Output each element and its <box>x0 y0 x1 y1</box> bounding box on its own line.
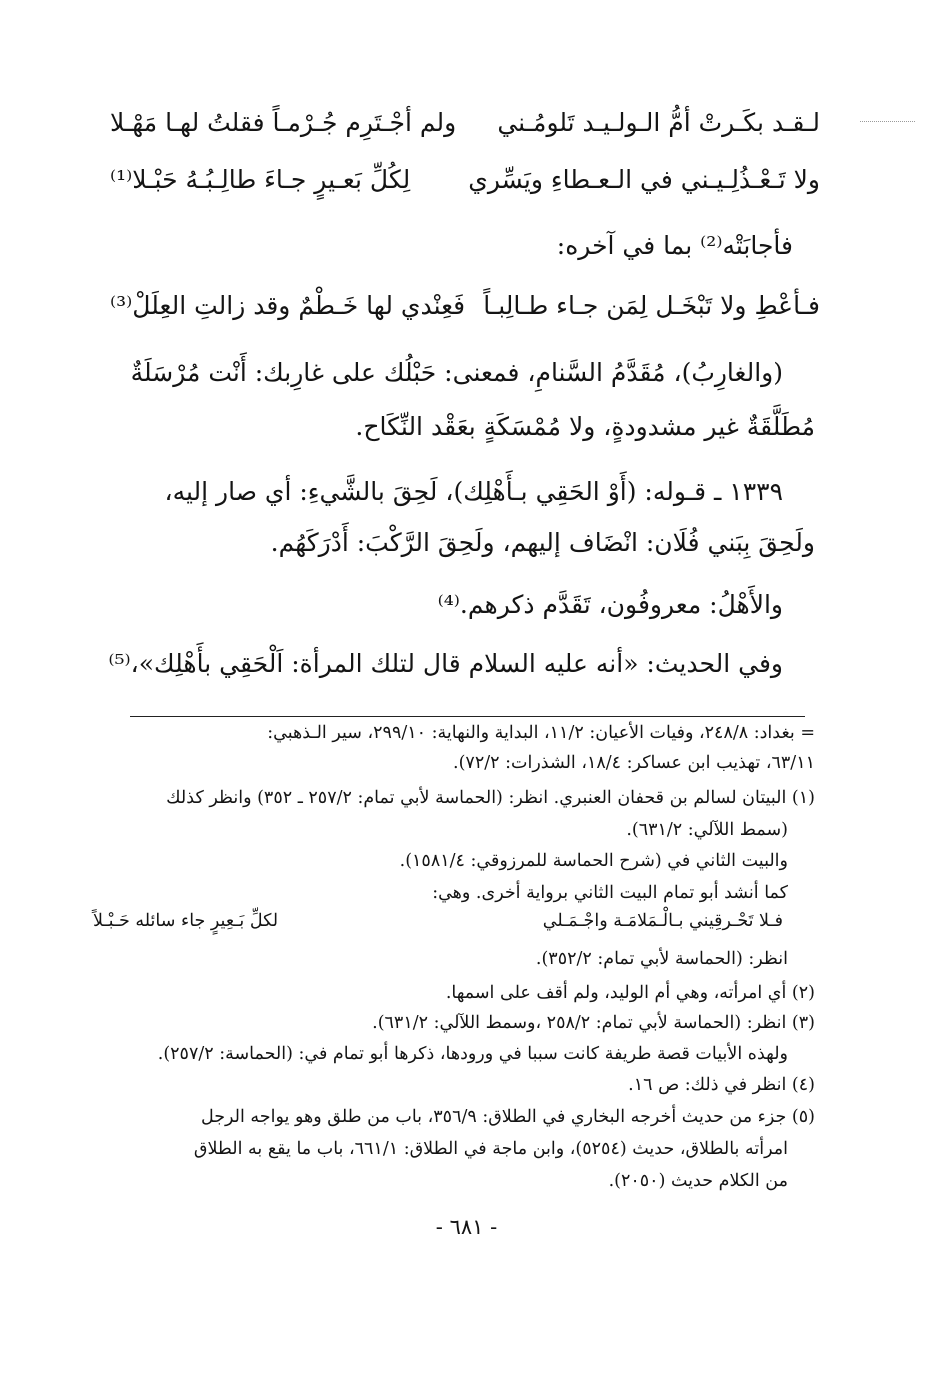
footnote-line: امرأته بالطلاق، حديث (٥٢٥٤)، وابن ماجة في الطلاق: ٦٦١/١، باب ما يقع به الطلاق <box>193 1139 788 1159</box>
footnote-separator <box>130 716 805 717</box>
footnote-line: (٣) انظر: (الحماسة لأبي تمام: ٢٥٨/٢ ،وسمط اللآلي: ٦٣١/٢). <box>372 1013 815 1033</box>
scan-mark <box>860 121 915 122</box>
footnote-line: (٥) جزء من حديث أخرجه البخاري في الطلاق: ٣٥٦/٩، باب من طلق وهو يواجه الرجل <box>200 1107 815 1127</box>
footnote-line: (سمط اللآلي: ٦٣١/٢). <box>626 820 788 840</box>
footnote-line: = بغداد: ٢٤٨/٨، وفيات الأعيان: ١١/٢، البداية والنهاية: ٢٩٩/١٠، سير الـذهبي: <box>267 723 815 743</box>
body-line: وفي الحديث: «أنه عليه السلام قال لتلك المرأة: اَلْحَقِي بأَهْلِك»،⁽⁵⁾ <box>108 649 783 678</box>
footnote-line: والبيت الثاني في (شرح الحماسة للمرزوقي: ١٥٨١/٤). <box>399 851 788 871</box>
verse-second-hemistich: لِكُلِّ بَعـيرٍ جـاءَ طالِـبُـهُ حَبْـلا⁽¹⁾ <box>110 165 411 194</box>
footnote-line: (٢) أي امرأته، وهي أم الوليد، ولم أقف على اسمها. <box>445 983 815 1003</box>
footnote-line: (٤) انظر في ذلك: ص ١٦. <box>628 1075 815 1095</box>
body-line: مُطَلَّقَةٌ غير مشدودةٍ، ولا مُمْسَكَةٍ بعَقْد النِّكَاح. <box>355 412 815 441</box>
body-line: ولَحِقَ بِبَني فُلَان: انْضَاف إليهم، ولَحِقَ الرَّكْبَ: أَدْرَكَهُم. <box>270 528 815 557</box>
footnote-verse-second: لكلِّ بَـعِيرٍ جاء سائله حَـبْـلاً <box>93 911 279 931</box>
footnote-line: من الكلام حديث (٢٠٥٠). <box>608 1171 788 1191</box>
footnote-verse <box>93 906 783 936</box>
body-line: (والغارِبُ)، مُقَدَّمُ السَّنامِ، فمعنى: حَبْلُك على غارِبك: أَنْت مُرْسَلَةٌ <box>130 358 783 387</box>
verse-first-hemistich: لـقـد بكَـرتْ أمُّ الـولـيـد تَلومُـني <box>497 108 820 137</box>
transition-text: فأجابَتْه⁽²⁾ بما في آخره: <box>556 231 793 260</box>
footnote-line: (١) البيتان لسالم بن قحفان العنبري. انظر: (الحماسة لأبي تمام: ٢٥٧/٢ ـ ٣٥٢) وانظر كذلك <box>166 788 815 808</box>
verse-line <box>110 100 820 146</box>
verse-second-hemistich: فَعِنْدي لها خَـطْمٌ وقد زالتِ العِلَلْ⁽³⁾ <box>110 291 466 320</box>
footnote-line: انظر: (الحماسة لأبي تمام: ٣٥٢/٢). <box>535 949 788 969</box>
verse-line <box>110 157 820 203</box>
verse-second-hemistich: ولم أجْـتَرِم جُـرْمـاً فقلتُ لهـا مَهْـلا <box>110 108 457 137</box>
body-line: والأَهْلُ: معروفُون، تَقَدَّم ذكرهم.⁽⁴⁾ <box>437 590 783 619</box>
footnote-line: كما أنشد أبو تمام البيت الثاني برواية أخرى. وهي: <box>432 883 788 903</box>
footnote-verse-first: فـلا تَحْـرقِيني بـالْـمَلامَـة واجْـمَـلي <box>542 911 783 931</box>
page-number: - ٦٨١ - <box>435 1215 498 1239</box>
body-line: ١٣٣٩ ـ قـوله: (أَوْ الحَقِي بـأَهْلِك)، لَحِقَ بالشَّيءِ: أي صار إليه، <box>164 477 783 506</box>
verse-line <box>110 283 820 329</box>
footnote-line: ٦٣/١١، تهذيب ابن عساكر: ١٨/٤، الشذرات: ٧٢/٢). <box>453 753 815 773</box>
verse-first-hemistich: ولا تَـعْـذُلِـيـني في الـعـطاءِ ويَسِّري <box>468 165 820 194</box>
verse-first-hemistich: فـأعْطِ ولا تَبْخَـل لِمَن جـاء طـالِبـاً <box>483 291 820 320</box>
footnote-line: ولهذه الأبيات قصة طريفة كانت سببا في ورودها، ذكرها أبو تمام في: (الحماسة: ٢٥٧/٢). <box>157 1044 788 1064</box>
